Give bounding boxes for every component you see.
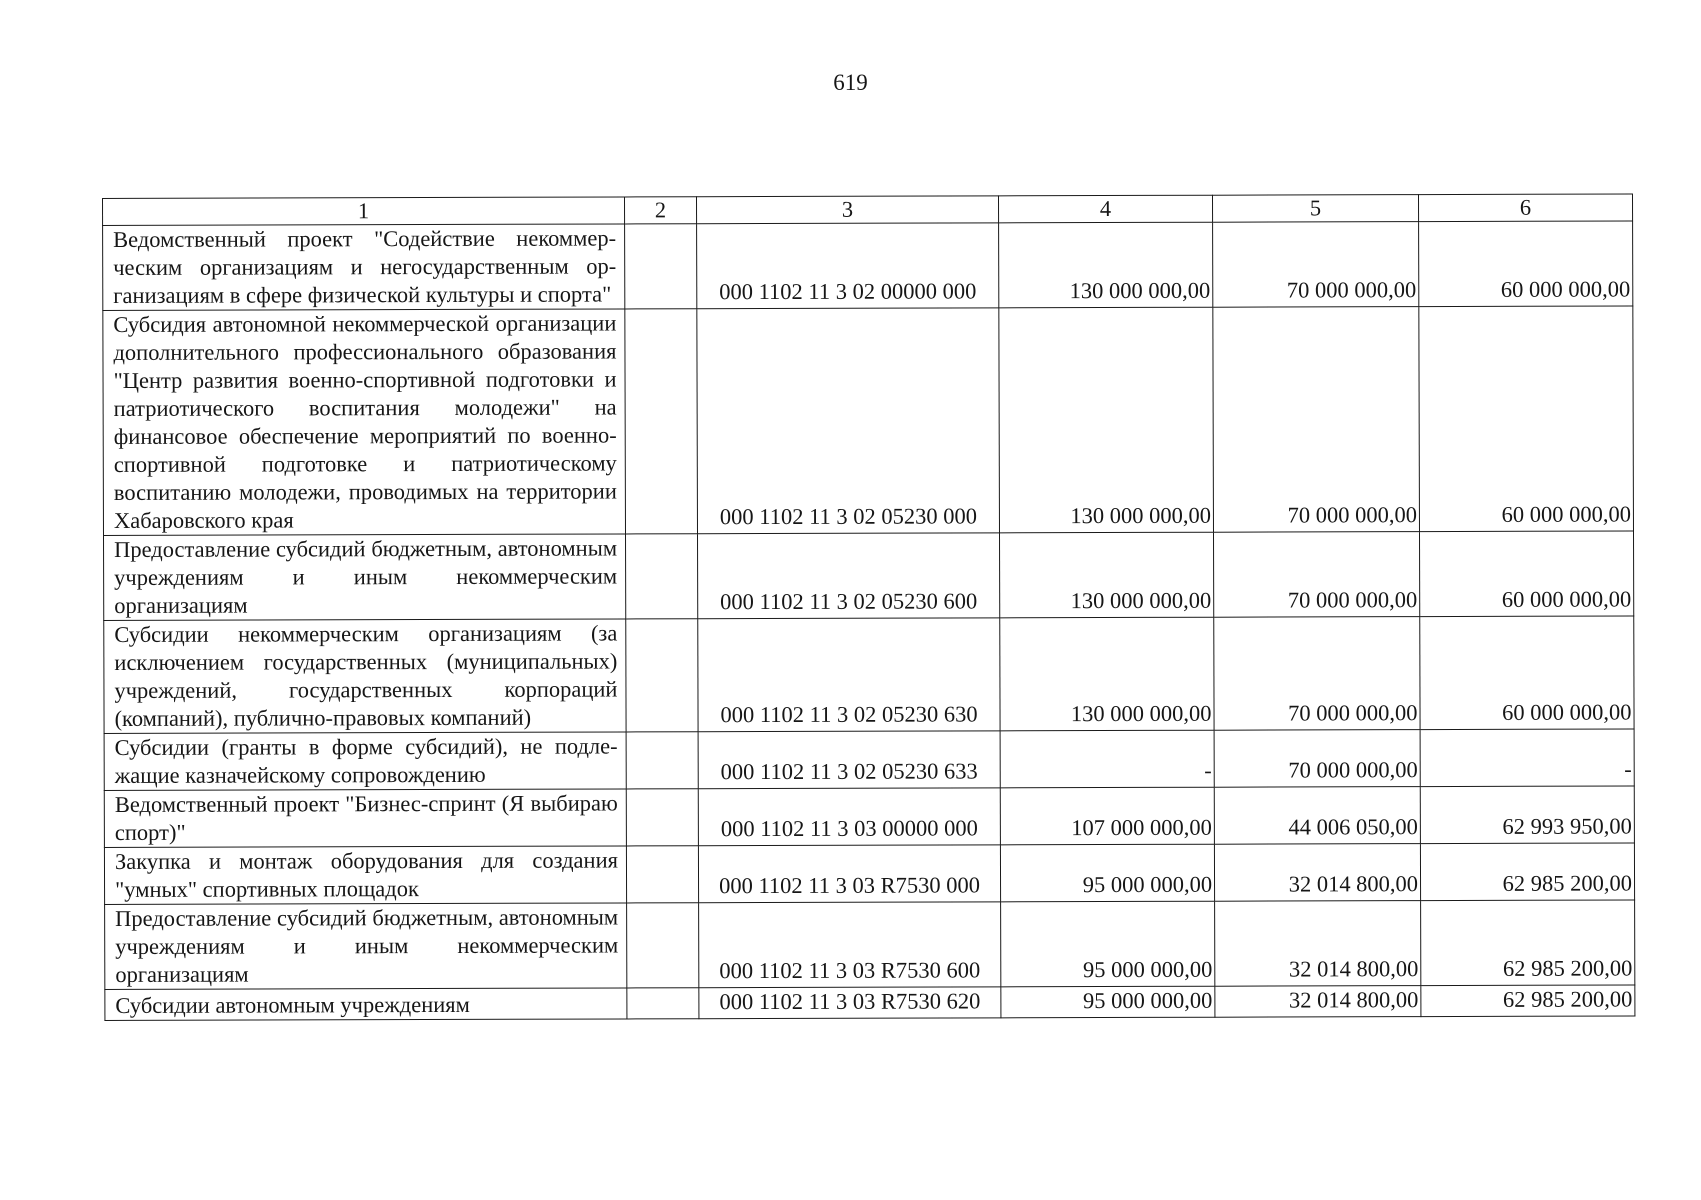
row-value-5: 70 000 000,00 — [1214, 730, 1420, 788]
row-name: Предоставление субсидий бюджетным, автономным учреждениям и иным некоммерческим организациям — [105, 903, 627, 990]
column-header-1: 1 — [103, 197, 625, 226]
row-value-6: 60 000 000,00 — [1420, 616, 1634, 730]
row-value-5: 70 000 000,00 — [1213, 222, 1419, 308]
row-value-4: 130 000 000,00 — [1000, 617, 1214, 731]
row-col2 — [627, 903, 699, 988]
row-value-6: 60 000 000,00 — [1419, 306, 1634, 532]
row-col2 — [626, 732, 698, 789]
row-value-6: - — [1420, 729, 1634, 787]
row-value-5: 32 014 800,00 — [1215, 901, 1421, 987]
row-value-4: 107 000 000,00 — [1000, 787, 1214, 845]
row-col2 — [626, 619, 698, 732]
row-name: Ведомственный проект "Содействие некоммерческим организациям и негосударственным организациям в сфере физической культуры и спорта" — [103, 224, 625, 311]
page-number: 619 — [833, 70, 868, 95]
row-code: 000 1102 11 3 03 00000 000 — [698, 788, 1000, 846]
row-name: Субсидии (гранты в форме субсидий), не подлежащие казначейскому сопровождению — [104, 732, 626, 791]
row-code: 000 1102 11 3 02 05230 633 — [698, 731, 1000, 789]
row-value-5: 70 000 000,00 — [1214, 617, 1420, 731]
row-value-4: 130 000 000,00 — [999, 222, 1213, 308]
row-value-5: 32 014 800,00 — [1214, 844, 1420, 902]
row-col2 — [626, 789, 698, 846]
row-name: Субсидии некоммерческим организациям (за исключением государственных (муниципальных) учреждений, государственных корпораций (компаний), публично-правовых компаний) — [104, 619, 626, 734]
row-col2 — [625, 309, 698, 534]
table-row — [104, 729, 1634, 791]
row-value-6: 62 993 950,00 — [1420, 786, 1634, 844]
row-col2 — [625, 224, 697, 309]
row-value-5: 44 006 050,00 — [1214, 787, 1420, 845]
row-value-6: 62 985 200,00 — [1420, 843, 1634, 901]
row-value-6: 60 000 000,00 — [1419, 531, 1633, 617]
row-code: 000 1102 11 3 02 05230 630 — [698, 618, 1000, 732]
row-name: Закупка и монтаж оборудования для создания "умных" спортивных площадок — [104, 846, 626, 905]
table-row — [104, 843, 1634, 905]
row-name: Субсидия автономной некоммерческой организации дополнительного профессионального образования "Центр развития военно-спортивной подготовки и патриотического воспитания молодежи" на финансовое обеспечение мероприятий по военно-спортивной подготовке и патриотическому воспитанию молодежи, проводимых на территории Хабаровского края — [103, 309, 626, 536]
row-value-5: 32 014 800,00 — [1215, 986, 1421, 1018]
row-value-6: 62 985 200,00 — [1421, 985, 1635, 1017]
table-row — [103, 306, 1634, 536]
row-value-4: 95 000 000,00 — [1001, 986, 1215, 1018]
row-value-4: 95 000 000,00 — [1000, 844, 1214, 902]
row-code: 000 1102 11 3 03 R7530 620 — [699, 987, 1001, 1019]
row-value-5: 70 000 000,00 — [1213, 307, 1420, 533]
row-code: 000 1102 11 3 02 05230 000 — [697, 308, 1000, 534]
row-code: 000 1102 11 3 03 R7530 000 — [698, 845, 1000, 903]
row-value-6: 62 985 200,00 — [1421, 900, 1635, 986]
row-code: 000 1102 11 3 03 R7530 600 — [699, 902, 1001, 988]
row-value-4: 95 000 000,00 — [1001, 901, 1215, 987]
table-row — [105, 985, 1635, 1021]
row-value-5: 70 000 000,00 — [1213, 532, 1419, 618]
row-name: Предоставление субсидий бюджетным, автономным учреждениям и иным некоммерческим организациям — [104, 534, 626, 621]
column-header-5: 5 — [1212, 195, 1418, 223]
column-header-3: 3 — [696, 196, 998, 224]
row-col2 — [627, 988, 699, 1019]
column-header-4: 4 — [998, 195, 1212, 223]
row-value-4: - — [1000, 730, 1214, 788]
column-header-2: 2 — [624, 197, 696, 224]
row-name: Ведомственный проект "Бизнес-спринт (Я выбираю спорт)" — [104, 789, 626, 848]
row-value-6: 60 000 000,00 — [1419, 221, 1633, 307]
row-code: 000 1102 11 3 02 05230 600 — [697, 533, 999, 619]
table-row — [105, 900, 1635, 990]
table-row — [104, 786, 1634, 848]
table-row — [104, 616, 1634, 734]
column-header-6: 6 — [1418, 194, 1632, 222]
row-col2 — [625, 534, 697, 619]
table-row — [104, 531, 1634, 621]
row-value-4: 130 000 000,00 — [999, 307, 1214, 533]
row-code: 000 1102 11 3 02 00000 000 — [697, 223, 999, 309]
row-name: Субсидии автономным учреждениям — [105, 988, 627, 1021]
row-value-4: 130 000 000,00 — [999, 532, 1213, 618]
budget-table — [102, 193, 1635, 1021]
row-col2 — [626, 846, 698, 903]
table-row — [103, 221, 1633, 311]
